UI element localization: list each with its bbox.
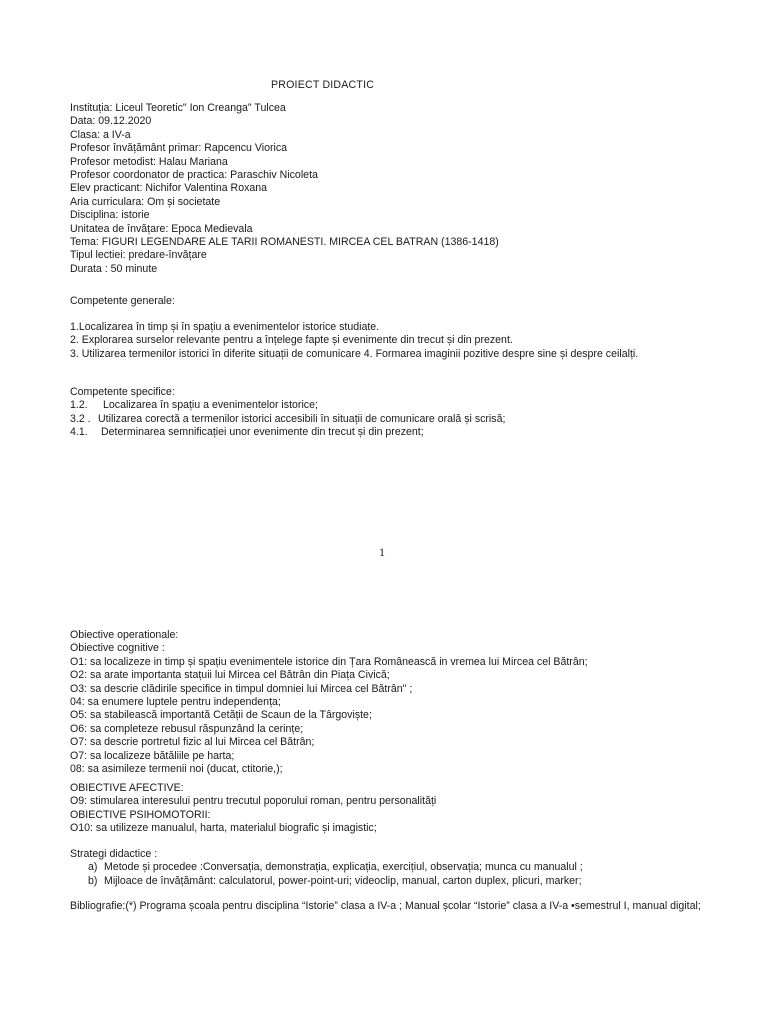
affective-objectives-block [70,782,436,836]
specific-competences-block [70,386,690,440]
info-line-date: Data: 09.12.2020 [70,115,152,128]
objective-item: 04: sa enumere luptele pentru independența; [70,696,281,709]
objective-item: O3: sa descrie clădirile specifice in timpul domniei lui Mircea cel Bătrân" ; [70,682,413,695]
operational-objectives-block [70,629,588,776]
item-text: Utilizarea corectă a termenilor istorici accesibili în situații de comunicare orală și scrisă; [98,412,506,425]
info-line-coordinator: Profesor coordonator de practica: Paraschiv Nicoleta [70,169,318,182]
general-competence-item: 3. Utilizarea termenilor istorici în diferite situații de comunicare 4. Formarea imaginii pozitive despre sine și despre ceilalți. [70,347,639,360]
info-line-class: Clasa: a IV-a [70,128,131,141]
cognitive-objectives-heading: Obiective cognitive : [70,642,165,655]
psychomotor-objectives-heading: OBIECTIVE PSIHOMOTORII: [70,808,211,821]
strategy-item [70,861,710,874]
info-line-unit: Unitatea de învățare: Epoca Medievala [70,222,253,235]
item-text: Metode și procedee :Conversația, demonstrația, explicația, exercițiul, observația; munca cu manualul ; [104,861,583,874]
info-line-institution: Instituția: Liceul Teoretic" Ion Creanga" Tulcea [70,102,286,114]
objective-item: O1: sa localizeze in timp și spațiu evenimentele istorice din Țara Românească in vremea lui Mircea cel Bătrân; [70,655,588,668]
info-line-curricular-area: Aria curriculara: Om și societate [70,195,221,208]
item-number: 3.2 . [70,412,91,425]
item-marker: a) [88,861,98,874]
specific-competence-item [70,426,690,439]
bibliography-text: Bibliografie:(*) Programa școala pentru disciplina “Istorie” clasa a IV-a ; Manual școlar “Istorie” clasa a IV-a •semestrul I, manual digital; [70,900,701,912]
objective-item: O9: stimularea interesului pentru trecutul poporului roman, pentru personalități [70,795,437,808]
strategies-block [70,848,710,888]
general-competence-item: 2. Explorarea surselor relevante pentru a înțelege fapte și evenimente din trecut și din prezent. [70,334,513,347]
general-competence-item: 1.Localizarea în timp și în spațiu a evenimentelor istorice studiate. [70,321,380,333]
item-number: 4.1. [70,426,88,439]
specific-competence-item [70,413,690,426]
page-title: PROIECT DIDACTIC [271,79,375,91]
bibliography-block [70,900,701,913]
operational-objectives-heading: Obiective operationale: [70,629,179,641]
objective-item: O7: sa localizeze bătăliile pe harta; [70,749,235,762]
specific-competence-item [70,399,690,412]
general-competences-heading: Competente generale: [70,295,175,307]
objective-item: O10: sa utilizeze manualul, harta, materialul biografic și imagistic; [70,822,377,835]
item-text: Mijloace de învățământ: calculatorul, power-point-uri; videoclip, manual, carton duplex, plicuri, marker; [104,874,582,887]
info-line-methodist: Profesor metodist: Halau Mariana [70,155,228,168]
item-text: Determinarea semnificației unor evenimente din trecut și din prezent; [101,426,424,439]
general-competences-heading-block [70,295,175,308]
page-number: 1 [379,545,385,559]
info-line-duration: Durata : 50 minute [70,262,158,275]
specific-competences-heading: Competente specifice: [70,386,175,398]
strategies-heading: Strategi didactice : [70,848,158,860]
item-marker: b) [88,874,98,887]
general-competences-list [70,321,638,361]
info-line-theme: Tema: FIGURI LEGENDARE ALE TARII ROMANESTI. MIRCEA CEL BATRAN (1386-1418) [70,236,499,249]
lesson-info-block [70,102,499,276]
affective-objectives-heading: OBIECTIVE AFECTIVE: [70,782,184,794]
objective-item: O7: sa descrie portretul fizic al lui Mircea cel Bătrân; [70,736,315,749]
strategy-item [70,875,710,888]
objective-item: O5: sa stabilească importantă Cetății de Scaun de la Târgoviște; [70,709,372,722]
item-text: Localizarea în spațiu a evenimentelor istorice; [103,399,318,412]
objective-item: O6: sa completeze rebusul răspunzând la cerințe; [70,722,304,735]
info-line-teacher: Profesor învățământ primar: Rapcencu Viorica [70,142,288,155]
info-line-student: Elev practicant: Nichifor Valentina Roxana [70,182,268,195]
item-number: 1.2. [70,399,88,412]
objective-item: O2: sa arate importanta stațuii lui Mircea cel Bătrân din Piața Civică; [70,669,390,682]
info-line-lesson-type: Tipul lectiei: predare-învățare [70,249,207,262]
info-line-discipline: Disciplina: istorie [70,209,150,222]
objective-item: 08: sa asimileze termenii noi (ducat, ctitorie,); [70,763,283,776]
